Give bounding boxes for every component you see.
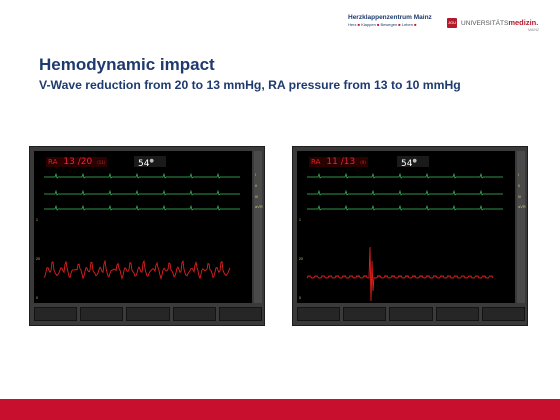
lead-label: I [255,172,257,177]
ra-pressure-trace [307,247,493,301]
monitor-screen [297,151,515,303]
heart-rate: 54● [397,156,429,167]
monitor-button[interactable] [126,307,169,321]
scale-mark: 0 [299,296,301,300]
channel-label: RA [311,158,321,166]
lead-label: aVR [518,204,526,209]
monitor-button[interactable] [297,307,340,321]
monitor-after [292,146,528,326]
slide-title: Hemodynamic impact [39,55,215,74]
ra-pressure-trace [44,261,230,278]
ecg-lead-trace [307,174,503,178]
monitor-button[interactable] [173,307,216,321]
uni-city: MAINZ [528,28,539,32]
ecg-traces [44,174,240,210]
ecg-traces [307,174,503,210]
ecg-lead-trace [44,174,240,178]
monitor-button[interactable] [343,307,386,321]
brand-name: Herzklappenzentrum Mainz [348,14,432,21]
monitor-button-row [297,307,525,321]
ecg-lead-trace [44,191,240,195]
ra-mean: (9) [360,159,366,165]
lead-label: III [518,194,522,199]
slide-subtitle: V-Wave reduction from 20 to 13 mmHg, RA pressure from 13 to 10 mmHg [39,78,461,92]
ra-pressure: 13 /20 [63,157,93,167]
heart-rate: 54● [134,156,166,167]
scale-mark: 1 [36,218,38,222]
brand-tagline: Herz ■ Klappen ■ Bewegen ■ Leben ■ [348,22,417,27]
monitor-button[interactable] [389,307,432,321]
lead-label: III [255,194,259,199]
ra-pressure: 11 /13 [326,157,356,167]
monitor-before [29,146,265,326]
scale-mark: 1 [299,218,301,222]
ecg-lead-trace [307,191,503,195]
herzklappenzentrum-logo [348,14,438,28]
scale-mark: 20 [36,257,40,261]
channel-label: RA [48,158,58,166]
scale-mark: 20 [299,257,303,261]
lead-label: II [518,183,521,188]
monitor-button[interactable] [482,307,525,321]
lead-label: aVR [255,204,263,209]
monitor-button-row [34,307,262,321]
uni-name: UNIVERSITÄTSmedizin. [461,18,539,27]
ecg-lead-trace [44,206,240,210]
monitor-button[interactable] [219,307,262,321]
monitor-button[interactable] [80,307,123,321]
monitor-button[interactable] [34,307,77,321]
ecg-lead-trace [307,206,503,210]
footer-bar [0,399,560,420]
jgu-icon: JGU [447,18,457,28]
monitor-button[interactable] [436,307,479,321]
lead-label: II [255,183,258,188]
waveform-area [34,151,252,303]
scale-mark: 0 [36,296,38,300]
universitaetsmedizin-logo [447,16,547,34]
monitor-screen [34,151,252,303]
lead-label: I [518,172,520,177]
ra-mean: (11) [97,159,106,165]
waveform-area [297,151,515,303]
